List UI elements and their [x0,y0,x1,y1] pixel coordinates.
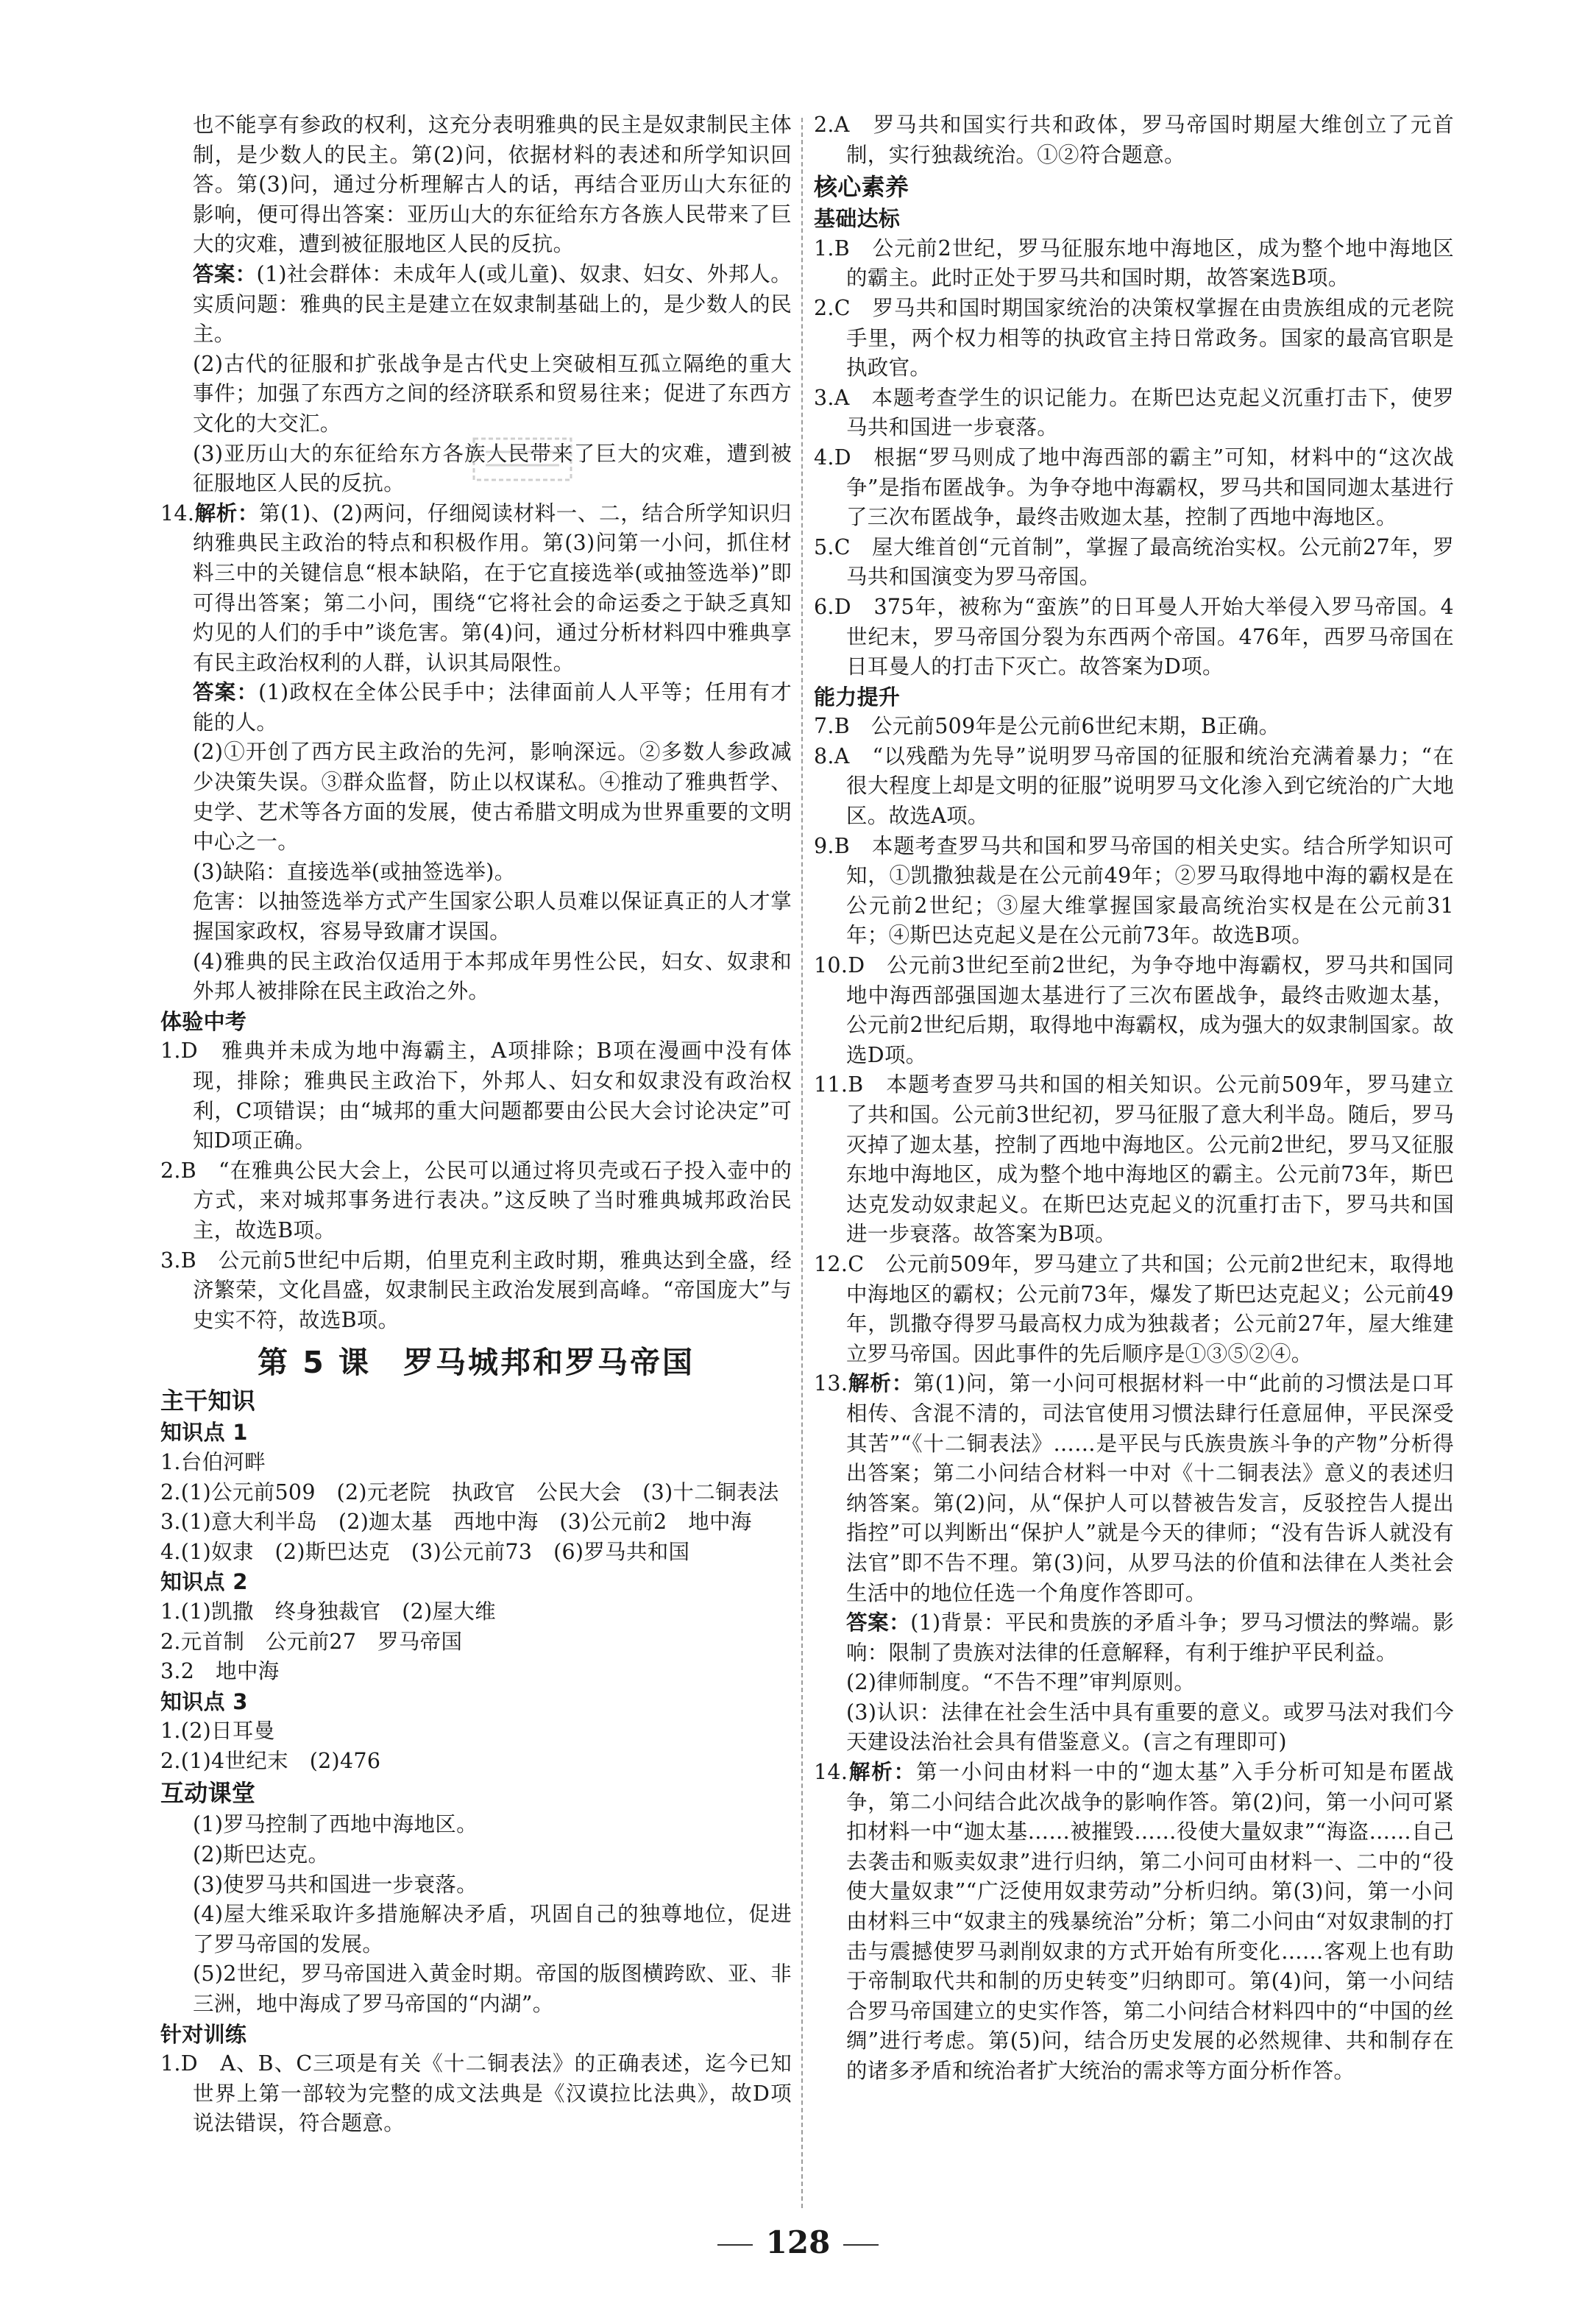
question-number: 14. [814,1760,848,1785]
list-item: 12.C 公元前509年，罗马建立了共和国；公元前2世纪末，取得地中海地区的霸权；公元前73年，爆发了斯巴达克起义；公元前49年，凯撒夺得罗马最高权力成为独裁者；公元前27年，屋大维建立罗马帝国。因此事件的先后顺序是①③⑤②④。 [814,1251,1454,1366]
answer-label: 答案： [193,680,259,705]
list-item: 4.D 根据“罗马则成了地中海西部的霸主”可知，材料中的“这次战争”是指布匿战争。为争夺地中海霸权，罗马共和国同迦太基进行了三次布匿战争，最终击败迦太基，控制了西地中海地区。 [814,445,1454,530]
knowledge-point-heading: 知识点 2 [160,1569,248,1595]
answer-text: (3)缺陷：直接选举(或抽签选举)。 [193,859,516,884]
answer-paragraph: 也不能享有参政的权利，这充分表明雅典的民主是奴隶制民主体制，是少数人的民主。第(2)问，依据材料的表述和所学知识回答。第(3)问，通过分析理解古人的话，再结合亚历山大东征的影响，便可得出答案：亚历山大的东征给东方各族人民带来了巨大的灾难，遭到被征服地区人民的反抗。 [193,113,792,257]
analysis-label: 解析： [848,1760,917,1785]
list-item: 1.台伯河畔 [160,1449,266,1474]
answer-text: (1)背景：平民和贵族的矛盾斗争；罗马习惯法的弊端。影响：限制了贵族对法律的任意解释，有利于维护平民利益。 [846,1610,1454,1665]
list-item: 2.元首制 公元前27 罗马帝国 [160,1629,463,1654]
answer-text: 危害：以抽签选举方式产生国家公职人员难以保证真正的人才掌握国家政权，容易导致庸才误国。 [193,889,792,944]
list-item: 3.(1)意大利半岛 (2)迦太基 西地中海 (3)公元前2 地中海 [160,1510,752,1535]
list-item: 4.(1)奴隶 (2)斯巴达克 (3)公元前73 (6)罗马共和国 [160,1539,690,1564]
list-item: (1)罗马控制了西地中海地区。 [193,1812,478,1837]
list-item: 5.C 屋大维首创“元首制”，掌握了最高统治实权。公元前27年，罗马共和国演变为罗马帝国。 [814,534,1454,590]
answer-text: (1)政权在全体公民手中；法律面前人人平等；任用有才能的人。 [193,680,792,735]
list-item: 2.A 罗马共和国实行共和政体，罗马帝国时期屋大维创立了元首制，实行独裁统治。①②符合题意。 [814,113,1454,167]
page-number [0,2224,1596,2260]
section-heading-jichu: 基础达标 [814,206,901,232]
knowledge-point-heading: 知识点 1 [160,1420,248,1446]
list-item: 2.C 罗马共和国时期国家统治的决策权掌握在由贵族组成的元老院手里，两个权力相等的执政官主持日常政务。国家的最高官职是执政官。 [814,295,1454,381]
stamp-mark [471,436,574,483]
page-number-dash-right [843,2244,879,2246]
answer-text: (4)雅典的民主政治仅适用于本邦成年男性公民，妇女、奴隶和外邦人被排除在民主政治之外。 [193,949,792,1004]
question-14-analysis [160,499,792,679]
answer-text: (2)律师制度。“不告不理”审判原则。 [846,1670,1196,1695]
list-item: (4)屋大维采取许多措施解决矛盾，巩固自己的独尊地位，促进了罗马帝国的发展。 [193,1902,792,1956]
answer-text: (2)古代的征服和扩张战争是古代史上突破相互孤立隔绝的重大事件；加强了东西方之间的经济联系和贸易往来；促进了东西方文化的大交汇。 [193,351,792,436]
question-13-analysis [814,1369,1454,1608]
right-column [814,110,1454,2087]
lesson-title: 第 5 课 罗马城邦和罗马帝国 [257,1345,695,1381]
list-item: 1.D A、B、C三项是有关《十二铜表法》的正确表述，迄今已知世界上第一部较为完整的成文法典是《汉谟拉比法典》，故D项说法错误，符合题意。 [160,2051,792,2136]
answer-block [160,678,792,738]
page-number-text: 128 [765,2224,831,2260]
left-column [160,110,792,2139]
list-item: 7.B 公元前509年是公元前6世纪末期，B正确。 [814,714,1280,739]
answer-text: (2)①开创了西方民主政治的先河，影响深远。②多数人参政减少决策失误。③群众监督，防止以权谋私。④推动了雅典哲学、史学、艺术等各方面的发展，使古希腊文明成为世界重要的文明中心之一。 [193,740,792,855]
list-item: 9.B 本题考查罗马共和国和罗马帝国的相关史实。结合所学知识可知，①凯撒独裁是在公元前49年；②罗马取得地中海的霸权是在公元前2世纪；③屋大维掌握国家最高统治实权是在公元前31年；④斯巴达克起义是在公元前73年。故选B项。 [814,833,1454,948]
list-item: 8.A “以残酷为先导”说明罗马帝国的征服和统治充满着暴力；“在很大程度上却是文明的征服”说明罗马文化渗入到它统治的广大地区。故选A项。 [814,743,1454,829]
list-item: 3.A 本题考查学生的识记能力。在斯巴达克起义沉重打击下，使罗马共和国进一步衰落。 [814,385,1454,440]
answer-block [160,260,792,350]
analysis-label: 解析： [848,1371,914,1396]
analysis-label: 解析： [194,501,259,526]
list-item: (3)使罗马共和国进一步衰落。 [193,1872,478,1897]
knowledge-point-heading: 知识点 3 [160,1688,248,1714]
list-item: (2)斯巴达克。 [193,1842,330,1867]
question-14-analysis [814,1758,1454,2087]
question-number: 13. [814,1371,848,1396]
list-item: 11.B 本题考查罗马共和国的相关知识。公元前509年，罗马建立了共和国。公元前3世纪初，罗马征服了意大利半岛。随后，罗马灭掉了迦太基，控制了西地中海地区。公元前2世纪，罗马又征服东地中海地区，成为整个地中海地区的霸主。公元前73年，斯巴达克发动奴隶起义。在斯巴达克起义的沉重打击下，罗马共和国进一步衰落。故答案为B项。 [814,1072,1454,1247]
analysis-text: 第(1)、(2)两问，仔细阅读材料一、二，结合所学知识归纳雅典民主政治的特点和积极作用。第(3)问第一小问，抓住材料三中的关键信息“根本缺陷，在于它直接选举(或抽签选举)”即可得出答案；第二小问，围绕“它将社会的命运委之于缺乏真知灼见的人们的手中”谈危害。第(4)问，通过分析材料四中雅典享有民主政治权利的人群，认识其局限性。 [193,501,792,675]
list-item: 3.2 地中海 [160,1659,280,1684]
analysis-text: 第一小问由材料一中的“迦太基”入手分析可知是布匿战争，第二小问结合此次战争的影响作答。第(2)问，第一小问可紧扣材料一中“迦太基……被摧毁……役使大量奴隶”“海盗……自己去袭击和贩卖奴隶”进行归纳，第二小问可由材料一、二中的“役使大量奴隶”“广泛使用奴隶劳动”分析归纳。第(3)问，第一小问由材料三中“奴隶主的残暴统治”分析；第二小问由“对奴隶制的打击与震撼使罗马剥削奴隶的方式开始有所变化……客观上也有助于帝制取代共和制的历史转变”归纳即可。第(4)问，第一小问结合罗马帝国建立的史实作答，第二小问结合材料四中的“中国的丝绸”进行考虑。第(5)问，结合历史发展的必然规律、共和制存在的诸多矛盾和统治者扩大统治的需求等方面分析作答。 [846,1760,1454,2083]
answer-block [814,1608,1454,1668]
section-heading-nengli: 能力提升 [814,684,901,710]
list-item: 1.D 雅典并未成为地中海霸主，A项排除；B项在漫画中没有体现，排除；雅典民主政治下，外邦人、妇女和奴隶没有政治权利，C项错误；由“城邦的重大问题都要由公民大会讨论决定”可知D项正确。 [160,1039,792,1153]
answer-text: (1)社会群体：未成年人(或儿童)、奴隶、妇女、外邦人。实质问题：雅典的民主是建立在奴隶制基础上的，是少数人的民主。 [193,261,792,347]
list-item: 1.B 公元前2世纪，罗马征服东地中海地区，成为整个地中海地区的霸主。此时正处于罗马共和国时期，故答案选B项。 [814,236,1454,291]
list-item: 1.(1)凯撒 终身独裁官 (2)屋大维 [160,1599,496,1624]
page-number-dash-left [717,2244,753,2246]
list-item: 2.(1)公元前509 (2)元老院 执政官 公民大会 (3)十二铜表法 [160,1479,779,1504]
list-item: 3.B 公元前5世纪中后期，伯里克利主政时期，雅典达到全盛，经济繁荣，文化昌盛，奴隶制民主政治发展到高峰。“帝国庞大”与史实不符，故选B项。 [160,1248,792,1332]
answer-text: (3)认识：法律在社会生活中具有重要的意义。或罗马法对我们今天建设法治社会具有借鉴意义。(言之有理即可) [846,1700,1454,1755]
list-item: (5)2世纪，罗马帝国进入黄金时期。帝国的版图横跨欧、亚、非三洲，地中海成了罗马帝国的“内湖”。 [193,1962,792,2017]
answer-label: 答案： [193,261,257,286]
list-item: 6.D 375年，被称为“蛮族”的日耳曼人开始大举侵入罗马帝国。4世纪末，罗马帝国分裂为东西两个帝国。476年，西罗马帝国在日耳曼人的打击下灭亡。故答案为D项。 [814,594,1454,679]
answer-label: 答案： [846,1610,911,1635]
answer-text: (3)亚历山大的东征给东方各族人民带来了巨大的灾难，遭到被征服地区人民的反抗。 [193,441,792,496]
list-item: 2.(1)4世纪末 (2)476 [160,1748,381,1773]
column-divider [801,118,803,2208]
section-heading-zhendui: 针对训练 [160,2021,247,2047]
analysis-text: 第(1)问，第一小问可根据材料一中“此前的习惯法是口耳相传、含混不清的，司法官使用习惯法肆行任意屈伸，平民深受其苦”“《十二铜表法》……是平民与氏族贵族斗争的产物”分析得出答案；第二小问结合材料一中对《十二铜表法》意义的表述归纳答案。第(2)问，从“保护人可以替被告发言，反驳控告人提出指控”可以判断出“保护人”就是今天的律师；“没有告诉人就没有法官”即不告不理。第(3)问，从罗马法的价值和法律在人类社会生活中的地位任选一个角度作答即可。 [846,1371,1454,1605]
list-item: 2.B “在雅典公民大会上，公民可以通过将贝壳或石子投入壶中的方式，来对城邦事务进行表决。”这反映了当时雅典城邦政治民主，故选B项。 [160,1158,792,1242]
section-heading-tiyan: 体验中考 [160,1008,247,1034]
section-heading-zhugan: 主干知识 [160,1387,256,1415]
section-heading-hudong: 互动课堂 [160,1779,256,1808]
list-item: 1.(2)日耳曼 [160,1719,275,1744]
question-number: 14. [160,501,195,526]
list-item: 10.D 公元前3世纪至前2世纪，为争夺地中海霸权，罗马共和国同地中海西部强国迦太基进行了三次布匿战争，最终击败迦太基，公元前2世纪后期，取得地中海霸权，成为强大的奴隶制国家。故选D项。 [814,953,1454,1067]
section-heading-hexin: 核心素养 [814,173,909,202]
